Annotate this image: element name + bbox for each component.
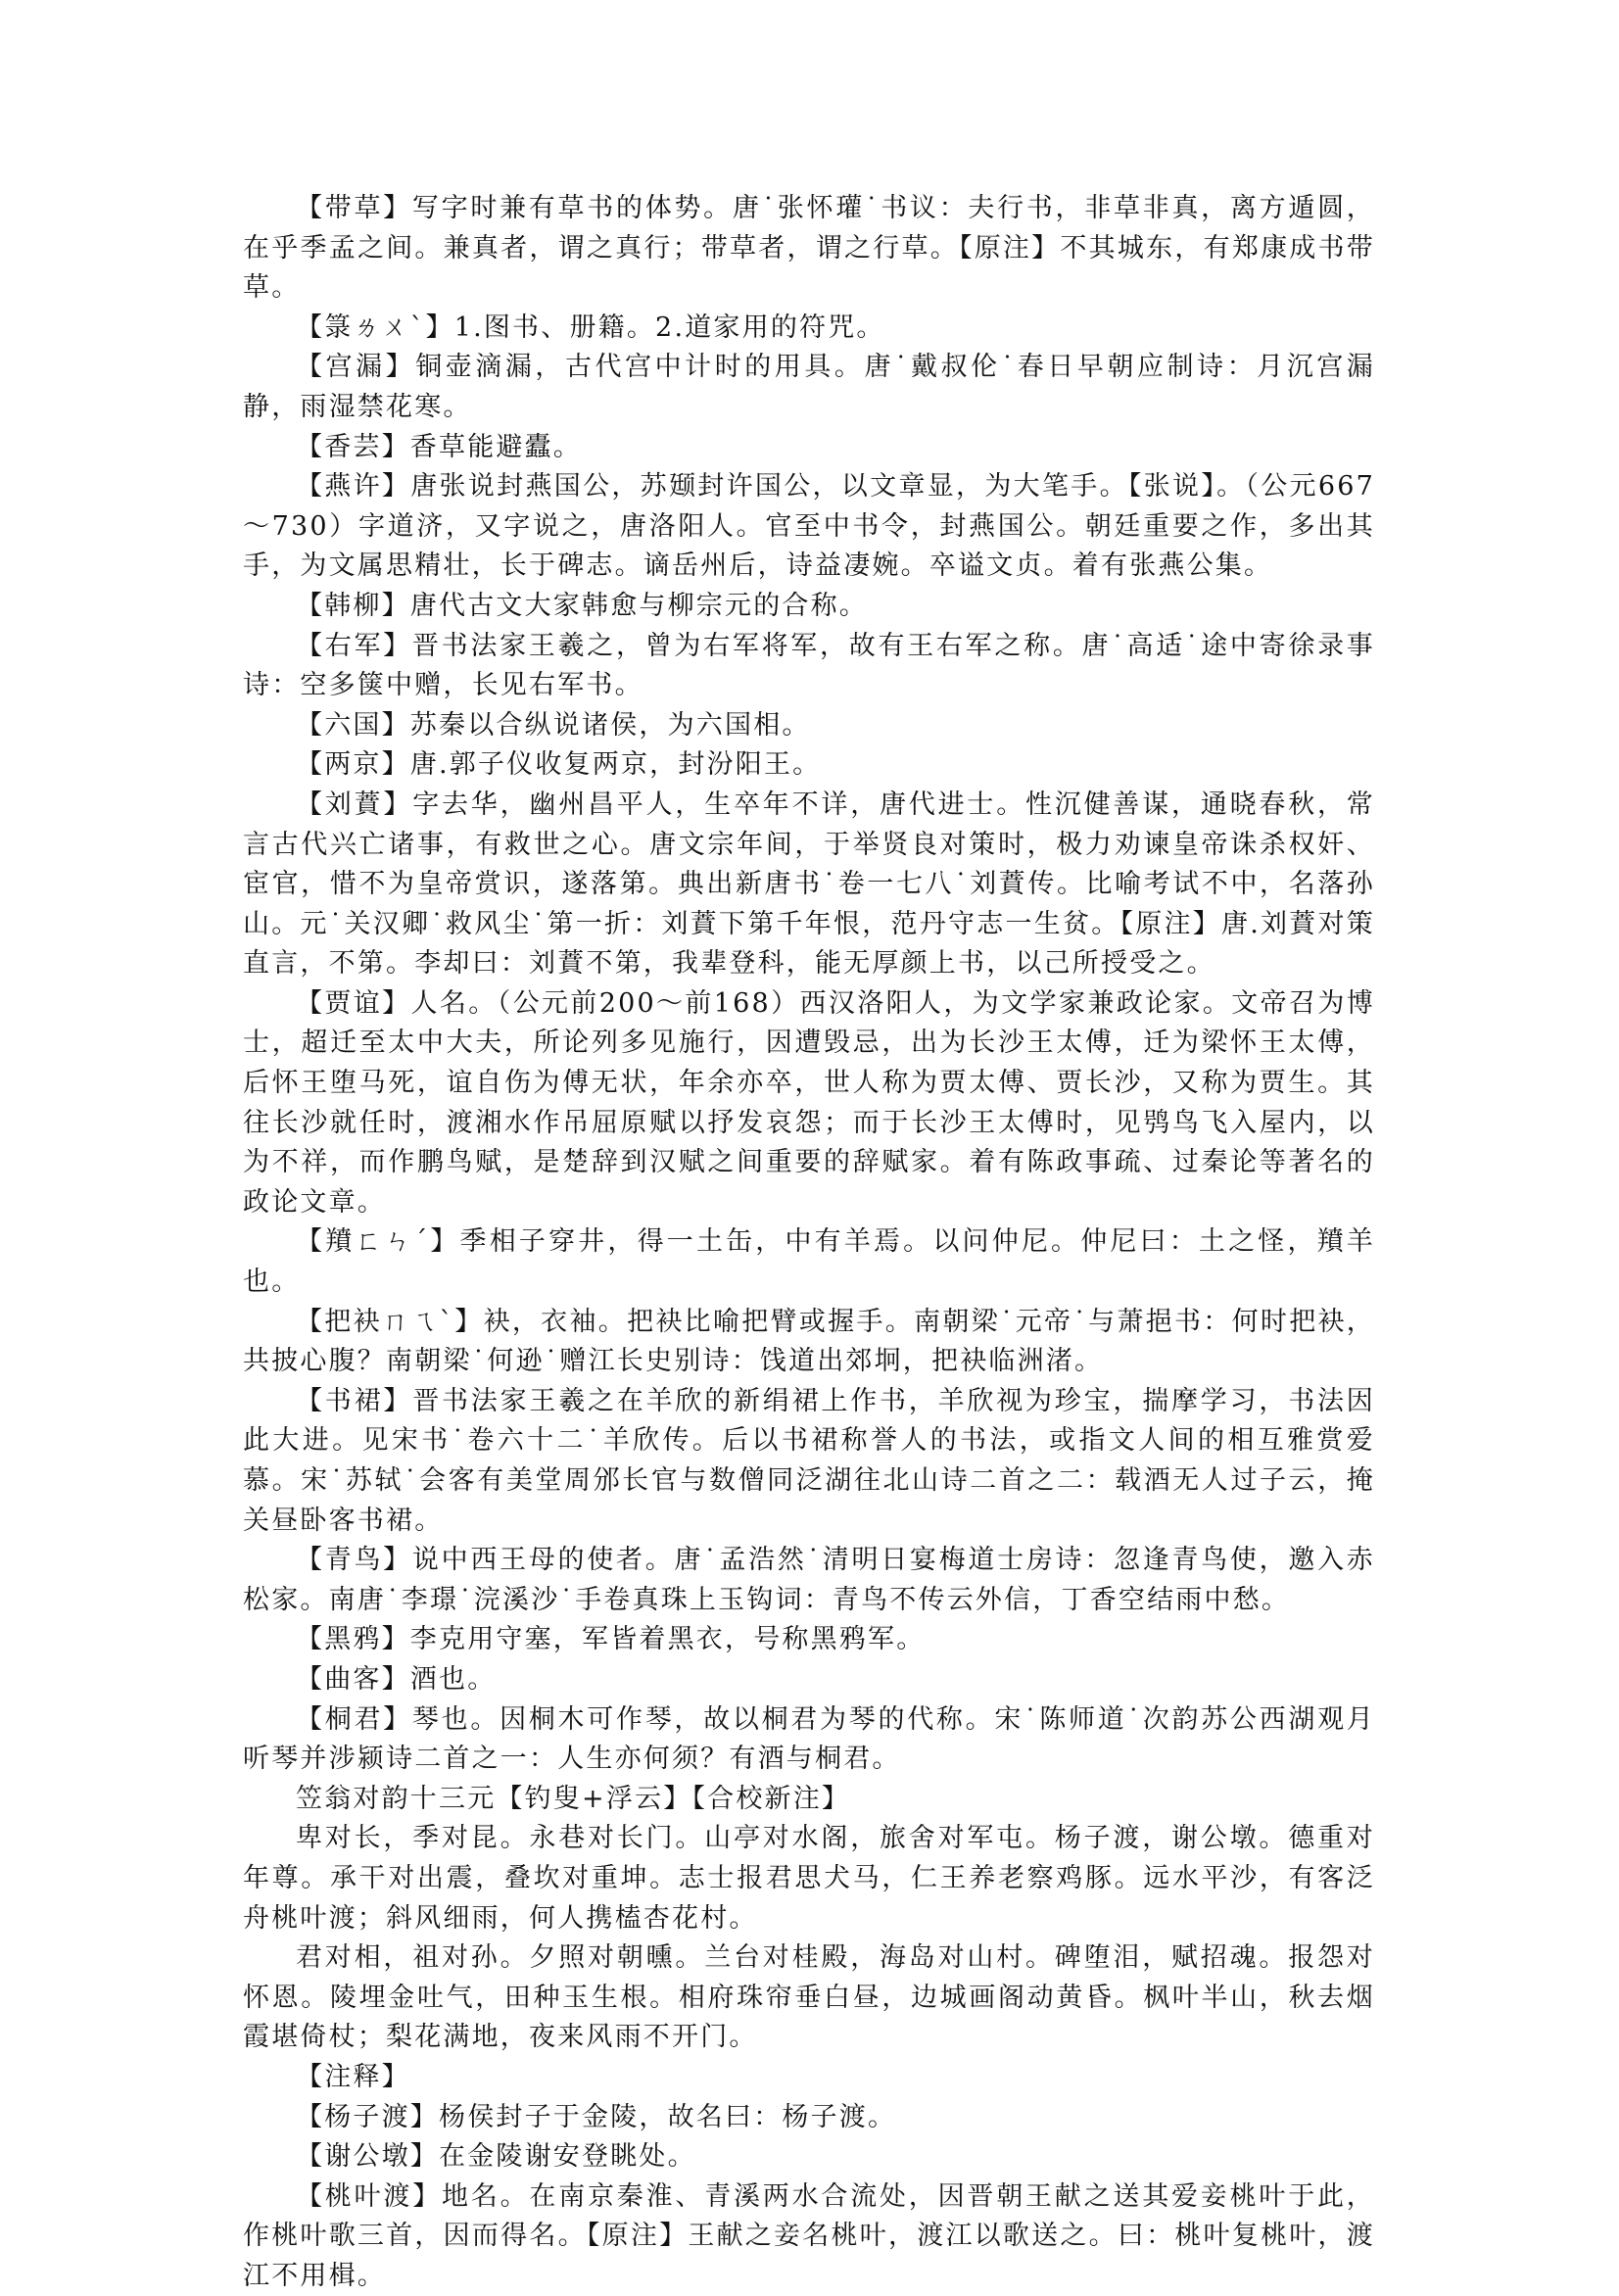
- entry-lu: 【箓ㄌㄨˋ】1.图书、册籍。2.道家用的符咒。: [296, 311, 885, 343]
- entry-liu-fen: 【刘蕡】字去华，幽州昌平人，生卒年不详，唐代进士。性沉健善谋，通晓春秋，常言古代兴亡诸事，有救世之心。唐文宗年间，于举贤良对策时，极力劝谏皇帝诛杀权奸、宦官，惜不为皇帝赏识，遂落第。典出新唐书˙卷一七八˙刘蕡传。比喻考试不中，名落孙山。元˙关汉卿˙救风尘˙第一折：刘蕡下第千年恨，范丹守志一生贫。【原注】唐.刘蕡对策直言，不第。李却曰：刘蕡不第，我辈登科，能无厚颜上书，以己所授受之。: [243, 789, 1375, 980]
- entry-hei-ya: 【黑鸦】李克用守塞，军皆着黑衣，号称黑鸦军。: [296, 1624, 926, 1655]
- entry-dai-cao: 【带草】写字时兼有草书的体势。唐˙张怀瓘˙书议：夫行书，非草非真，离方遁圆，在乎季孟之间。兼真者，谓之真行；带草者，谓之行草。【原注】不其城东，有郑康成书带草。: [243, 193, 1375, 304]
- note-tao-ye-du: 【桃叶渡】地名。在南京秦淮、青溪两水合流处，因晋朝王献之送其爱妾桃叶于此，作桃叶歌三首，因而得名。【原注】王献之妾名桃叶，渡江以歌送之。曰：桃叶复桃叶，渡江不用楫。: [243, 2180, 1375, 2291]
- verse-1: 卑对长，季对昆。永巷对长门。山亭对水阁，旅舍对军屯。杨子渡，谢公墩。德重对年尊。承干对出震，叠坎对重坤。志士报君思犬马，仁王养老察鸡豚。远水平沙，有客泛舟桃叶渡；斜风细雨，何人携榼杏花村。: [243, 1823, 1375, 1934]
- verse-2: 君对相，祖对孙。夕照对朝曛。兰台对桂殿，海岛对山村。碑堕泪，赋招魂。报怨对怀恩。陵埋金吐气，田种玉生根。相府珠帘垂白昼，边城画阁动黄昏。枫叶半山，秋去烟霞堪倚杖；梨花满地，夜来风雨不开门。: [243, 1942, 1375, 2053]
- notes-heading: 【注释】: [296, 2061, 410, 2092]
- entry-jia-yi: 【贾谊】人名。（公元前200～前168）西汉洛阳人，为文学家兼政论家。文帝召为博士，超迁至太中大夫，所论列多见施行，因遭毁忌，出为长沙王太傅，迁为梁怀王太傅，后怀王堕马死，谊自伤为傅无状，年余亦卒，世人称为贾太傅、贾长沙，又称为贾生。其往长沙就任时，渡湘水作吊屈原赋以抒发哀怨；而于长沙王太傅时，见鸮鸟飞入屋内，以为不祥，而作鹏鸟赋，是楚辞到汉赋之间重要的辞赋家。着有陈政事疏、过秦论等著名的政论文章。: [243, 987, 1375, 1218]
- entry-xiang-yun: 【香芸】香草能避蠹。: [296, 431, 582, 462]
- entry-gong-lou: 【宫漏】铜壶滴漏，古代宫中计时的用具。唐˙戴叔伦˙春日早朝应制诗：月沉宫漏静，雨湿禁花寒。: [243, 352, 1375, 422]
- note-xie-gong-dun: 【谢公墩】在金陵谢安登眺处。: [296, 2141, 696, 2173]
- document-page: [243, 189, 1375, 2296]
- entry-qu-ke: 【曲客】酒也。: [296, 1663, 497, 1695]
- entry-liang-jing: 【两京】唐.郭子仪收复两京，封汾阳王。: [296, 749, 822, 781]
- section-heading: 笠翁对韵十三元【钓叟+浮云】【合校新注】: [296, 1783, 851, 1814]
- entry-tong-jun: 【桐君】琴也。因桐木可作琴，故以桐君为琴的代称。宋˙陈师道˙次韵苏公西湖观月听琴并涉颍诗二首之一：人生亦何须？有酒与桐君。: [243, 1703, 1375, 1775]
- entry-han-liu: 【韩柳】唐代古文大家韩愈与柳宗元的合称。: [296, 590, 868, 621]
- entry-yan-xu: 【燕许】唐张说封燕国公，苏颋封许国公，以文章显，为大笔手。【张说】。（公元667～730）字道济，又字说之，唐洛阳人。官至中书令，封燕国公。朝廷重要之作，多出其手，为文属思精壮，长于碑志。谪岳州后，诗益凄婉。卒谥文贞。着有张燕公集。: [243, 471, 1375, 582]
- entry-qing-niao: 【青鸟】说中西王母的使者。唐˙孟浩然˙清明日宴梅道士房诗：忽逢青鸟使，邀入赤松家。南唐˙李璟˙浣溪沙˙手卷真珠上玉钩词：青鸟不传云外信，丁香空结雨中愁。: [243, 1545, 1375, 1615]
- entry-fen: 【羵ㄈㄣˊ】季相子穿井，得一土缶，中有羊焉。以问仲尼。仲尼曰：土之怪，羵羊也。: [243, 1226, 1375, 1298]
- entry-liu-guo: 【六国】苏秦以合纵说诸侯，为六国相。: [296, 709, 811, 741]
- note-yang-zi-du: 【杨子渡】杨侯封子于金陵，故名曰：杨子渡。: [296, 2101, 897, 2132]
- entry-you-jun: 【右军】晋书法家王羲之，曾为右军将军，故有王右军之称。唐˙高适˙途中寄徐录事诗：空多箧中赠，长见右军书。: [243, 630, 1375, 701]
- entry-ba-mei: 【把袂ㄇㄟˋ】袂，衣袖。把袂比喻把臂或握手。南朝梁˙元帝˙与萧挹书：何时把袂，共披心腹？南朝梁˙何逊˙赠江长史别诗：饯道出郊坰，把袂临洲渚。: [243, 1306, 1375, 1377]
- entry-shu-qun: 【书裙】晋书法家王羲之在羊欣的新绢裙上作书，羊欣视为珍宝，揣摩学习，书法因此大进。见宋书˙卷六十二˙羊欣传。后以书裙称誉人的书法，或指文人间的相互雅赏爱慕。宋˙苏轼˙会客有美堂周邠长官与数僧同泛湖往北山诗二首之二：载酒无人过子云，掩关昼卧客书裙。: [243, 1385, 1375, 1536]
